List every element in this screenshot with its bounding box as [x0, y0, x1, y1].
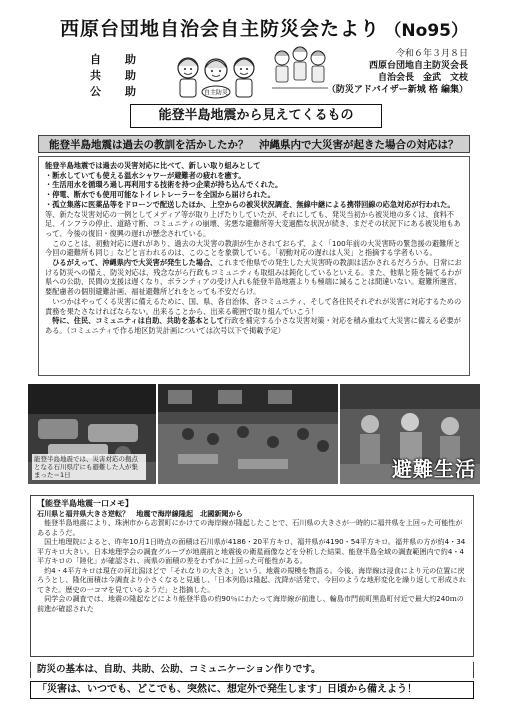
mascot-illustration	[170, 48, 260, 100]
main-headline: 能登半島地震から見えてくるもの	[130, 104, 382, 128]
issue-number: （No95）	[384, 21, 468, 41]
article-intro: 能登半島地震では過去の災害対応に比べて、新しい取り組みとして	[45, 161, 261, 170]
article-paragraph: ひるがえって、沖縄県内で大災害が発生した場合、これまで他県での発生した大災害時の教訓は活かされるだろうか。日常における防災への備え、防災対応は、残念ながら行政もコミュニティも取組みは鈍化しているといえる。また、他県と陸を隔てるわが県への公助、民間の支援は遅くなり、ボランティアの受け入れも能登半島地震よりも極端に減ることは間違いない。避難所運営、要配慮者の個別避難計画、福祉避難所どれをとっても不安だらけ。	[45, 258, 462, 297]
photo-evacuation-hall	[158, 384, 338, 484]
article-bullet: ・生活用水を循環ろ過し再利用する技術を持つ企業が持ち込んでくれた。	[45, 180, 283, 190]
motto-self-help: 自 助	[90, 53, 136, 66]
article-bullet: ・断水していても使える温水シャワーが避難者の疲れを癒す。	[45, 170, 246, 180]
article-bullet: ・孤立集落に医薬品等をドローンで配送したほか、上空からの被災状況調査、無線中継による携帯回線の応急対応が行われた。	[45, 199, 455, 209]
publication-meta	[327, 48, 468, 96]
mottos	[90, 52, 136, 100]
disaster-basics-line: 防災の基本は、自助、共助、公助、コミュニケーション作りです。	[30, 662, 474, 678]
family-illustration	[270, 40, 330, 96]
article-paragraph: いつかはやってくる災害に備えるために、国、県、各自治体、各コミュニティ、そして各住民それぞれが災害に対応するための責務を果たさなければならない。出来ることから、出来る範囲で取り組んでいこう！	[45, 296, 462, 316]
org-line-2: 自治会長 金武 文枝	[377, 73, 468, 83]
badge-label: 自主防災	[203, 89, 229, 97]
memo-paragraph: 同学会の調査では、地震の隆起などにより能登半島の約90％にわたって海岸線が前進し、輪島市門前町黒島町付近で最大約240ｍの前進が確認された	[37, 594, 464, 613]
main-article	[38, 156, 470, 376]
photo-evacuation-life	[340, 384, 480, 484]
header	[30, 10, 478, 102]
motto-public-help: 公 助	[90, 85, 136, 98]
editor-credit: （防災アドバイザー新城 格 編集）	[326, 85, 468, 95]
org-line-1: 西原台団地自主防災会長	[368, 61, 468, 71]
memo-subtitle: 石川県と福井県大きさ逆転？ 地震で海岸線隆起 北國新聞から	[37, 508, 243, 518]
article-subheading: 能登半島地震は過去の教訓を活かしたか？ 沖縄県内で大災害が起きた場合の対応は？	[38, 135, 470, 153]
memo-box	[30, 495, 474, 657]
memo-paragraph: 約4・4平方キロは現在の河北潟ほどで「それなりの大きさ」という。地震の規模を物語る。今後、海岸線は浸食により元の位置に戻ろうとし、隆化面積は今調査より小さくなると見通し、「日本列島は隆起、沈降が活発で、今回のような地形変化を繰り返して形成されてきた。歴史の一コマを見ているようだ」と指摘した。	[37, 565, 467, 594]
memo-title: 【能登半島地震一口メモ】	[37, 499, 133, 508]
photo-evacuees-prefectural-office	[28, 384, 156, 484]
photo-strip	[28, 384, 480, 484]
article-bullet: ・停電、断水でも使用可能なトイレトレーラーを全国から届けられた。	[45, 190, 275, 200]
newsletter-title: 西原台団地自治会自主防災会たより	[60, 18, 381, 40]
slogan-box: 「災害は、いつでも、どこでも、突然に、想定外で発生します」日頃から備えよう！	[30, 681, 474, 699]
article-paragraph: 等、新たな災害対応の一例としてメディア等が取り上げたりしていたが、それにしても、発災当初から被災地の多くは、食料不足、インフラの停止、道路寸断、コミュニティの崩壊、劣悪な避難所等大変過酷な状況が続き、まだその状況下にある被災地もあって、今後の復旧・復興の遅れが懸念されている。	[45, 209, 461, 238]
memo-paragraph: 能登半島地震により、珠洲市から志賀町にかけての海岸線が隆起したことで、石川県の大きさが一時的に福井県を上回った可能性があるようだ。	[37, 518, 463, 537]
article-paragraph: このことは、初動対応に遅れがあり、過去の大災害の教訓が生かされておらず、よく「100年前の大災害時の緊急援の避難所と今回の避難所も同じ」などと言われるのは、このことを象徴している。「初動対応の遅れは人災」と指摘する学者もいる。	[45, 238, 461, 258]
publish-date: 令和６年３月８日	[395, 49, 468, 59]
motto-mutual-help: 共 助	[90, 69, 136, 82]
memo-paragraph: 国土地理院によると、昨年10月1日時点の面積は石川県が4186・20平方キロ、福井県が4190・54平方キロ。福井県の方が約4・34平方キロ大きい。日本地理学会の調査グループが地震前と地震後の衛星画像などを分析した結果、能登半島全域の調査範囲内で約4・4平方キロの「陸化」が確認され、両県の面積の差をわずかに上回った可能性がある。	[37, 537, 466, 565]
photo-caption: 能登半島地震では、災害対応の拠点となる石川県庁にも避難した人が集まった＝1日	[32, 454, 146, 480]
photo-label: 避難生活	[392, 457, 476, 481]
article-paragraph: 特に、住民、コミュニティは自助、共助を基本として行政を補完する小さな災害対策・対応を積み重ねて大災害に備える必要がある。（コミュニティで作る地区防災計画については次号以下で掲載予定）	[45, 316, 461, 335]
